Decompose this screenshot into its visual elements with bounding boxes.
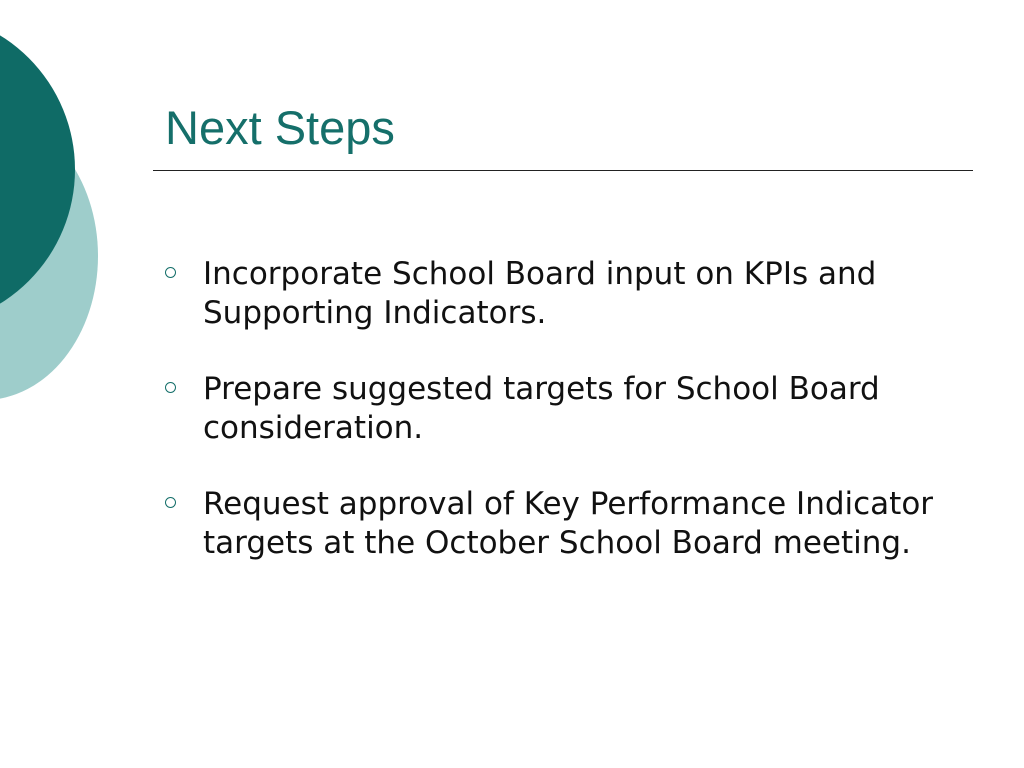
bullet-text: Incorporate School Board input on KPIs and Supporting Indicators. [203, 256, 877, 331]
bullet-marker [165, 485, 203, 508]
hollow-circle-bullet-icon [165, 382, 176, 393]
bullet-marker [165, 370, 203, 393]
hollow-circle-bullet-icon [165, 497, 176, 508]
bullet-list [165, 255, 935, 600]
bullet-item [165, 255, 935, 333]
bullet-item [165, 485, 935, 563]
bullet-text: Request approval of Key Performance Indicator targets at the October School Board meeting. [203, 486, 934, 561]
slide-title: Next Steps [165, 101, 395, 154]
bullet-item [165, 370, 935, 448]
bullet-text: Prepare suggested targets for School Board consideration. [203, 371, 880, 446]
hollow-circle-bullet-icon [165, 267, 176, 278]
title-divider [153, 170, 973, 171]
bullet-marker [165, 255, 203, 278]
